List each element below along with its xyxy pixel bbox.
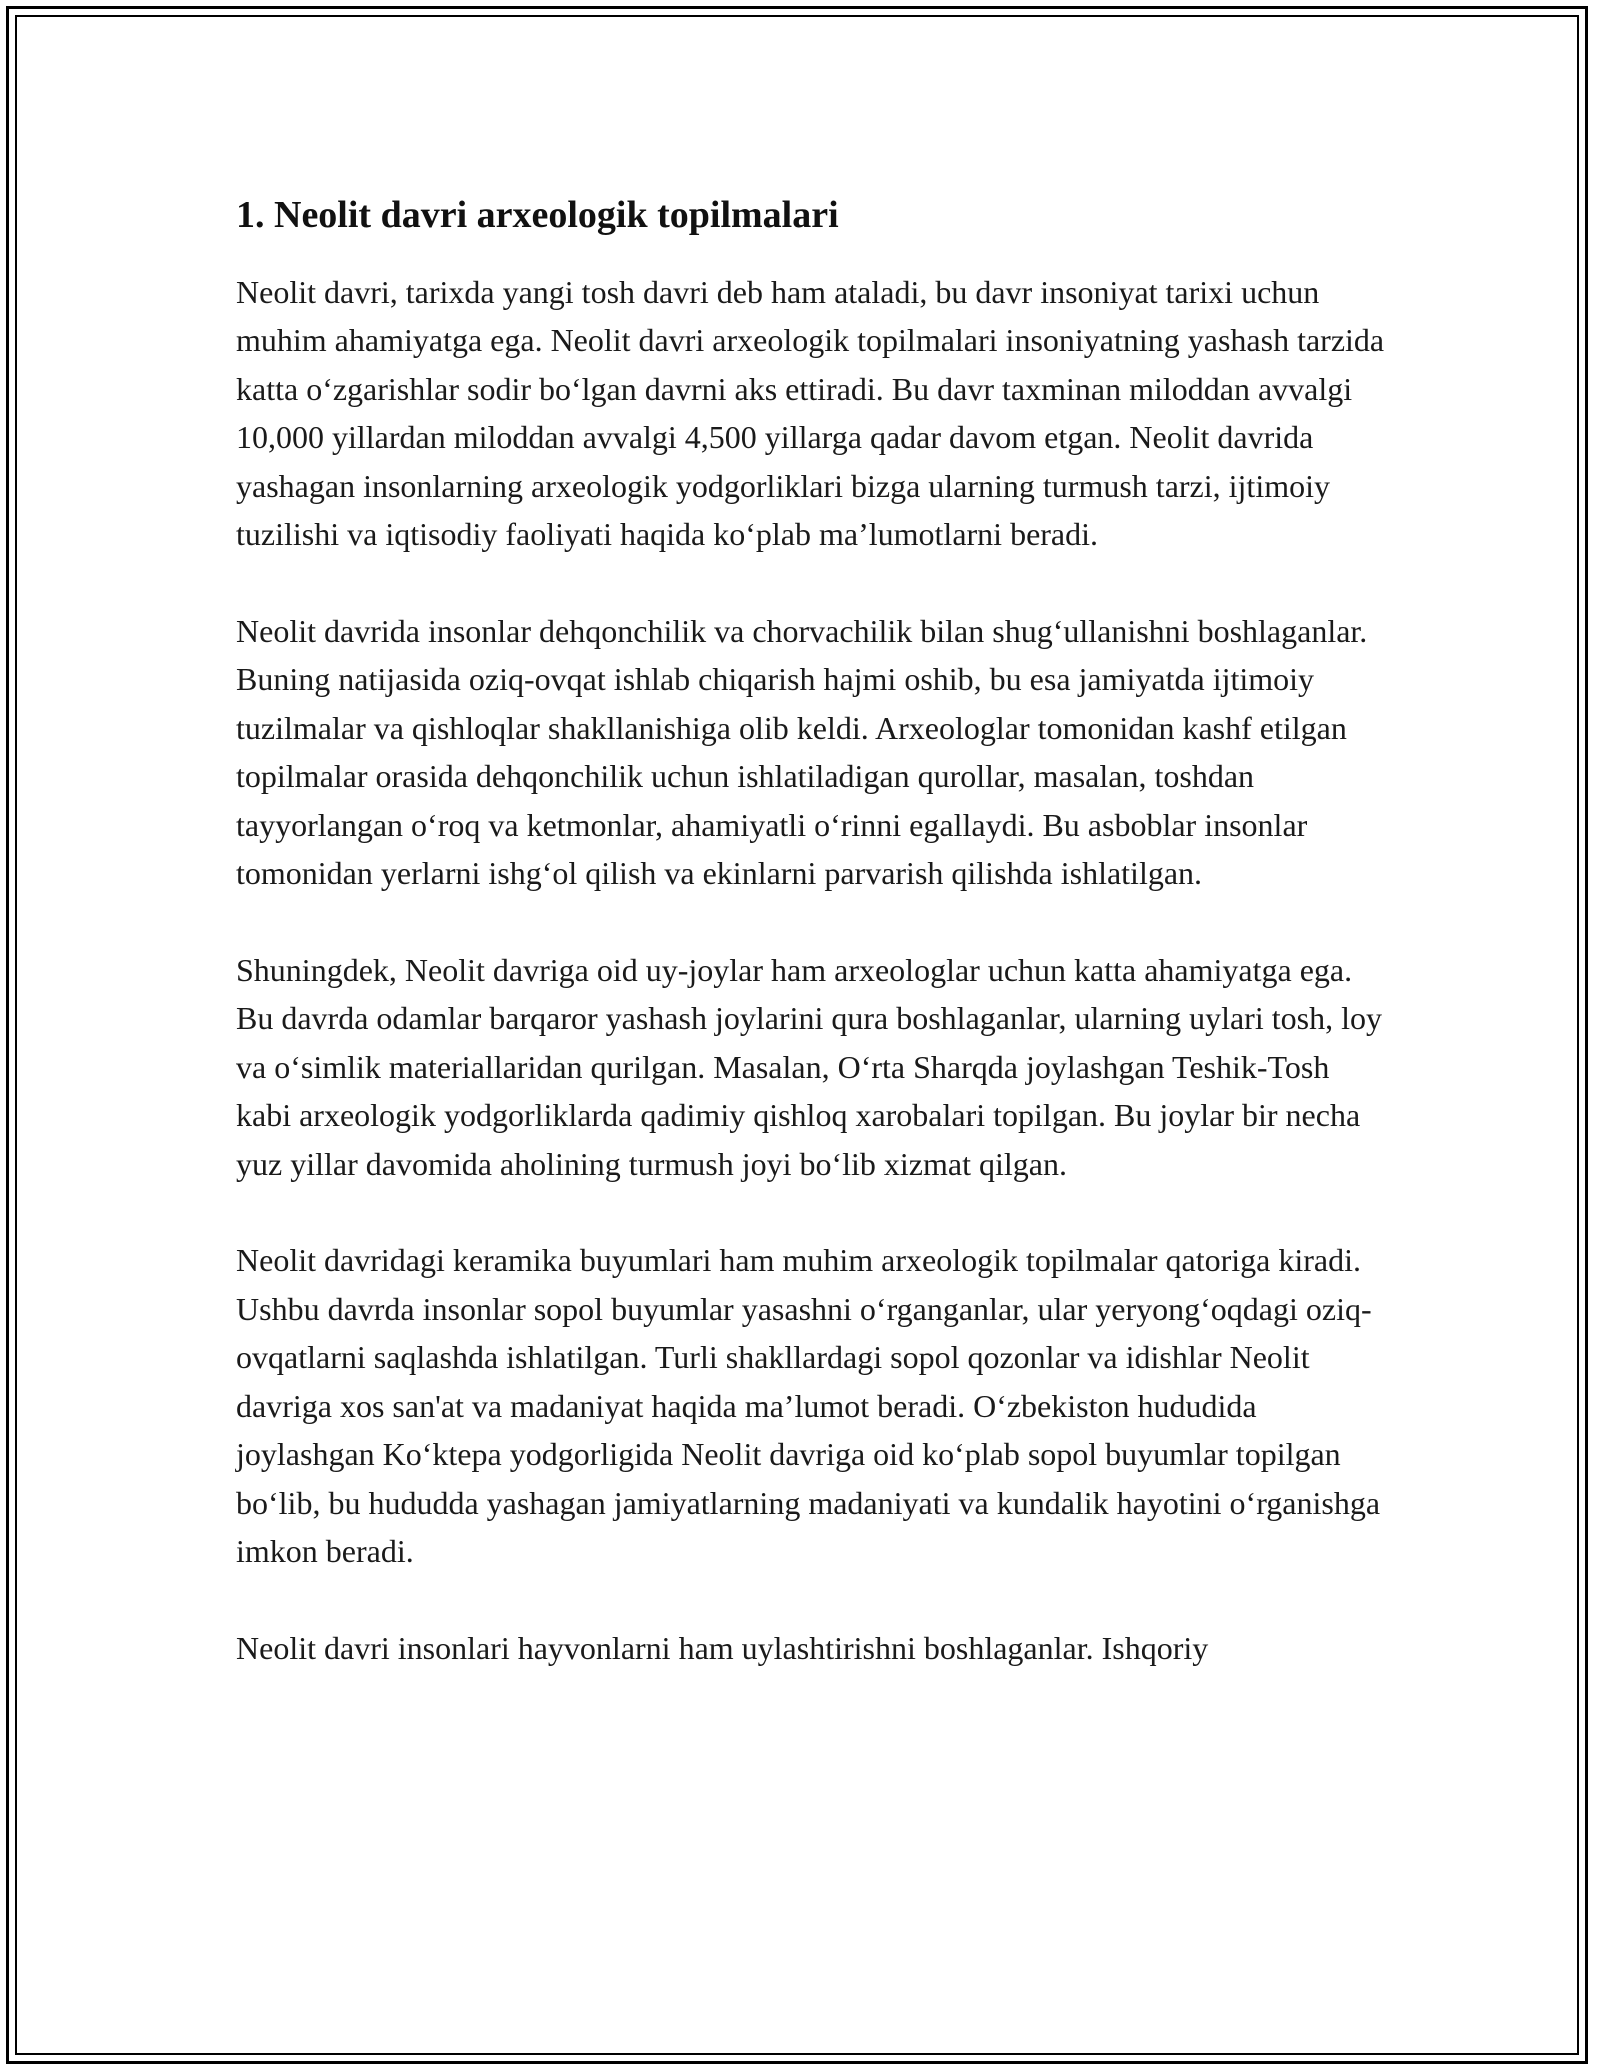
paragraph-2: Neolit davrida insonlar dehqonchilik va chorvachilik bilan shug‘ullanishni boshlaganlar. Buning natijasida oziq-ovqat ishlab chiqarish hajmi oshib, bu esa jamiyatda ijtimoiy tuzilmalar va qishloqlar shakllanishiga olib keldi. Arxeologlar tomonidan kashf etilgan topilmalar orasida dehqonchilik uchun ishlatiladigan qurollar, masalan, toshdan tayyorlangan o‘roq va ketmonlar, ahamiyatli o‘rinni egallaydi. Bu asboblar insonlar tomonidan yerlarni ishg‘ol qilish va ekinlarni parvarish qilishda ishlatilgan. [236,612,1368,891]
paragraph-4: Neolit davridagi keramika buyumlari ham muhim arxeologik topilmalar qatoriga kiradi. Ushbu davrda insonlar sopol buyumlar yasashni o‘rganganlar, ular yeryong‘oqdagi oziq-ovqatlarni saqlashda ishlatilgan. Turli shakllardagi sopol qozonlar va idishlar Neolit davriga xos san'at va madaniyat haqida ma’lumot beradi. O‘zbekiston hududida joylashgan Ko‘ktepa yodgorligida Neolit davriga oid ko‘plab sopol buyumlar topilgan bo‘lib, bu hududda yashagan jamiyatlarning madaniyati va kundalik hayotini o‘rganishga imkon beradi. [236,1242,1381,1569]
paragraph-1: Neolit davri, tarixda yangi tosh davri deb ham ataladi, bu davr insoniyat tarixi uchun muhim ahamiyatga ega. Neolit davri arxeologik topilmalari insoniyatning yashash tarzida katta o‘zgarishlar sodir bo‘lgan davrni aks ettiradi. Bu davr taxminan miloddan avvalgi 10,000 yillardan miloddan avvalgi 4,500 yillarga qadar davom etgan. Neolit davrida yashagan insonlarning arxeologik yodgorliklari bizga ularning turmush tarzi, ijtimoiy tuzilishi va iqtisodiy faoliyati haqida ko‘plab ma’lumotlarni beradi. [236,273,1385,552]
paragraph-5: Neolit davri insonlari hayvonlarni ham uylashtirishni boshlaganlar. Ishqoriy [236,1629,1209,1666]
paragraph-3: Shuningdek, Neolit davriga oid uy-joylar ham arxeologlar uchun katta ahamiyatga ega. Bu davrda odamlar barqaror yashash joylarini qura boshlaganlar, ularning uylari tosh, loy va o‘simlik materiallaridan qurilgan. Masalan, O‘rta Sharqda joylashgan Teshik-Tosh kabi arxeologik yodgorliklarda qadimiy qishloq xarobalari topilgan. Bu joylar bir necha yuz yillar davomida aholining turmush joyi bo‘lib xizmat qilgan. [236,951,1382,1182]
document-body [236,180,1386,1720]
section-heading: 1. Neolit davri arxeologik topilmalari [236,194,839,236]
